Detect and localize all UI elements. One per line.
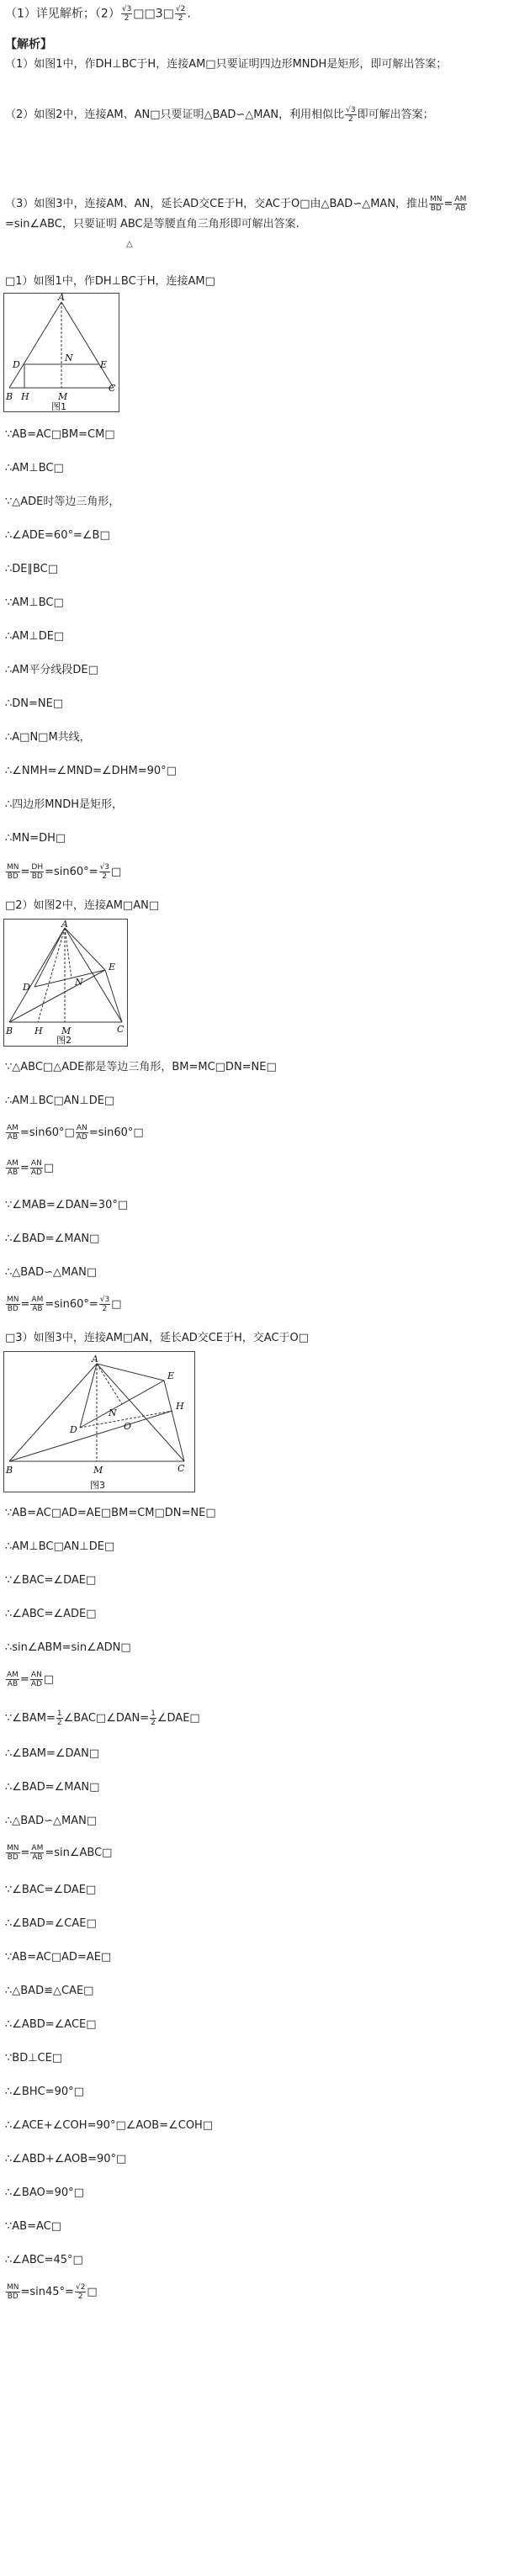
- sol3-line: ∴∠BAD=∠MAN□: [5, 1781, 100, 1794]
- hint-3: （3）如图3中，连接AM、AN，延长AD交CE于H，交AC于O□由△BAD∽△MAN，推出 $\frac{MN}{BD}$ = $\frac{AM}{AB}$: [5, 195, 467, 213]
- sol1-line: ∴∠ADE=60°=∠B□: [5, 529, 110, 542]
- figure-3: [3, 1351, 195, 1492]
- sol3-line: $\frac{MN}{BD}$ = $\frac{AM}{AB}$ =sin∠ABC□: [7, 1844, 113, 1862]
- sol2-line: ∵∠MAB=∠DAN=30°□: [5, 1199, 129, 1211]
- answer-sep: □□3□: [133, 7, 174, 21]
- label-M: M: [58, 391, 68, 402]
- sol3-line: ∴∠ACE+∠COH=90°□∠AOB=∠COH□: [5, 2119, 214, 2132]
- sol2-line: ∴∠BAD=∠MAN□: [5, 1232, 100, 1245]
- fraction: $\frac{√3}{2}$: [121, 5, 132, 23]
- sol1-line: ∵AB=AC□BM=CM□: [5, 428, 115, 441]
- sol1-line: ∴AM平分线段DE□: [5, 664, 98, 676]
- analysis-title: 【解析】: [5, 38, 52, 51]
- sol3-line: ∵BD⊥CE□: [5, 2052, 63, 2065]
- sol3-line: ∵∠BAM= $\frac{1}{2}$ ∠BAC□∠DAN= $\frac{1}{2}$ ∠DAE□: [5, 1709, 200, 1727]
- label-A: A: [58, 294, 65, 303]
- sol3-line: ∴∠ABC=∠ADE□: [5, 1608, 97, 1620]
- sol1-line: ∴DE∥BC□: [5, 563, 59, 575]
- sol3-line: $\frac{AM}{AB}$ = $\frac{AN}{AD}$ □: [7, 1671, 55, 1688]
- label-C: C: [109, 383, 116, 394]
- figure-2: [3, 919, 128, 1047]
- figure-3-diagram: [4, 1352, 194, 1492]
- figure-3-caption: 图3: [90, 1480, 105, 1491]
- figure-1-diagram: [4, 294, 119, 411]
- sol2-line: $\frac{AM}{AB}$ = $\frac{AN}{AD}$ □: [7, 1159, 55, 1177]
- sol3-line: ∴△BAD∽△MAN□: [5, 1815, 98, 1827]
- sol3-header: □3）如图3中，连接AM□AN，延长AD交CE于H，交AC于O□: [5, 1332, 310, 1344]
- label-C: C: [117, 1024, 125, 1035]
- sol1-line: ∴MN=DH□: [5, 832, 66, 845]
- label-B: B: [6, 391, 13, 402]
- sol3-line: ∴AM⊥BC□AN⊥DE□: [5, 1540, 115, 1553]
- sol1-header: □1）如图1中，作DH⊥BC于H，连接AM□: [5, 275, 215, 288]
- sol3-line: ∴∠ABC=45°□: [5, 2254, 83, 2266]
- sol3-line: ∵AB=AC□AD=AE□: [5, 1951, 112, 1964]
- sol3-line: ∵∠BAC=∠DAE□: [5, 1574, 97, 1587]
- label-E: E: [109, 962, 116, 973]
- hint-2: （2）如图2中，连接AM、AN□只要证明△BAD∽△MAN，利用相似比 $\frac{√3}{2}$ 即可解出答案；: [5, 106, 434, 124]
- sol3-line: ∴∠BHC=90°□: [5, 2086, 84, 2098]
- hint-3-cont: =sin∠ABC，只要证明 ABC是等腰直角三角形即可解出答案.: [5, 218, 299, 231]
- sol1-last-line: $\frac{MN}{BD}$ = $\frac{DH}{BD}$ =sin60°= $\frac{√3}{2}$ □: [7, 863, 122, 881]
- fraction: $\frac{√2}{2}$: [175, 5, 186, 23]
- label-E: E: [100, 359, 108, 370]
- sol3-last-line: $\frac{MN}{BD}$ =sin45°= $\frac{√2}{2}$ □: [7, 2283, 98, 2301]
- sol1-line: ∴AM⊥DE□: [5, 630, 65, 643]
- label-H: H: [176, 1401, 184, 1412]
- sol3-line: ∴△BAD≌△CAE□: [5, 1985, 94, 1997]
- figure-2-caption: 图2: [56, 1035, 72, 1046]
- sol1-line: ∴∠NMH=∠MND=∠DHM=90°□: [5, 765, 177, 777]
- label-B: B: [6, 1026, 13, 1036]
- sol2-line: $\frac{AM}{AB}$ =sin60°□ $\frac{AN}{AD}$ =sin60°□: [7, 1124, 144, 1142]
- label-A: A: [61, 920, 68, 930]
- label-C: C: [178, 1463, 185, 1474]
- label-D: D: [13, 359, 20, 370]
- sol2-line: ∴△BAD∽△MAN□: [5, 1266, 98, 1279]
- sol2-line: $\frac{MN}{BD}$ = $\frac{AM}{AB}$ =sin60°= $\frac{√3}{2}$ □: [7, 1296, 122, 1313]
- label-D: D: [23, 982, 30, 993]
- sol3-line: ∴∠ABD=∠ACE□: [5, 2018, 97, 2031]
- label-N: N: [75, 977, 83, 988]
- figure-2-diagram: [4, 920, 127, 1046]
- hint-3-triangle: △: [126, 240, 133, 249]
- answer-text: （1）详见解析；（2）: [5, 7, 120, 21]
- hint-1: （1）如图1中，作DH⊥BC于H，连接AM□只要证明四边形MNDH是矩形，即可解出答案；: [5, 58, 448, 71]
- sol3-line: ∵AB=AC□AD=AE□BM=CM□DN=NE□: [5, 1507, 216, 1519]
- label-M: M: [93, 1465, 103, 1476]
- label-D: D: [70, 1424, 77, 1435]
- label-N: N: [109, 1407, 117, 1418]
- label-B: B: [6, 1465, 13, 1476]
- label-H: H: [21, 391, 29, 402]
- sol1-line: ∴DN=NE□: [5, 697, 64, 710]
- sol1-line: ∵△ADE时等边三角形，: [5, 496, 120, 508]
- sol3-line: ∴∠ABD+∠AOB=90°□: [5, 2153, 127, 2165]
- sol3-line: ∵∠BAC=∠DAE□: [5, 1884, 97, 1896]
- sol1-line: ∵AM⊥BC□: [5, 596, 64, 609]
- label-H: H: [34, 1026, 43, 1036]
- sol3-line: ∴sin∠ABM=sin∠ADN□: [5, 1641, 131, 1654]
- figure-1: [3, 293, 119, 412]
- figure-1-caption: 图1: [51, 401, 66, 411]
- label-O: O: [124, 1421, 132, 1432]
- answer-line: （1）详见解析；（2） $\frac{√3}{2}$ □□3□ $\frac{√2}{2}$ .: [5, 5, 191, 23]
- sol1-line: ∴四边形MNDH是矩形，: [5, 798, 123, 811]
- sol3-line: ∵AB=AC□: [5, 2220, 61, 2233]
- label-E: E: [167, 1370, 175, 1381]
- label-N: N: [65, 352, 73, 363]
- sol3-line: ∴∠BAD=∠CAE□: [5, 1917, 97, 1930]
- label-A: A: [92, 1354, 98, 1365]
- sol1-line: ∴A□N□M共线，: [5, 731, 91, 744]
- sol2-header: □2）如图2中，连接AM□AN□: [5, 899, 160, 912]
- sol1-line: ∴AM⊥BC□: [5, 462, 64, 474]
- sol3-line: ∴∠BAM=∠DAN□: [5, 1747, 100, 1760]
- sol3-line: ∴∠BAO=90°□: [5, 2186, 84, 2199]
- label-M: M: [61, 1026, 72, 1036]
- sol2-line: ∵△ABC□△ADE都是等边三角形，BM=MC□DN=NE□: [5, 1061, 277, 1073]
- sol2-line: ∴AM⊥BC□AN⊥DE□: [5, 1095, 115, 1107]
